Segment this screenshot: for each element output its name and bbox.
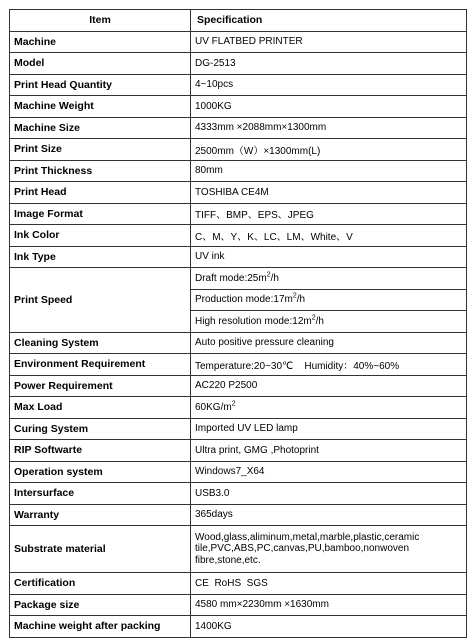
row-value: UV ink — [191, 246, 467, 268]
table-row — [10, 461, 467, 483]
max-load-text: 60KG/m — [195, 401, 232, 413]
row-label: Cleaning System — [10, 332, 191, 354]
table-row — [10, 246, 467, 268]
row-value: Windows7_X64 — [191, 461, 467, 483]
table-row — [10, 96, 467, 118]
row-label: Intersurface — [10, 483, 191, 505]
high-text: High resolution mode:12m — [195, 315, 312, 327]
row-value: 4~10pcs — [191, 74, 467, 96]
row-value: UV FLATBED PRINTER — [191, 31, 467, 53]
table-row — [10, 504, 467, 526]
row-label: Max Load — [10, 397, 191, 419]
row-value: 2500mm（W）×1300mm(L) — [191, 139, 467, 161]
row-label: Environment Requirement — [10, 354, 191, 376]
draft-sup: 2 — [266, 271, 271, 279]
row-label: Machine Weight — [10, 96, 191, 118]
table-row — [10, 397, 467, 419]
row-label: Warranty — [10, 504, 191, 526]
header-item: Item — [10, 10, 191, 32]
table-row — [10, 418, 467, 440]
row-label: Ink Type — [10, 246, 191, 268]
row-label: Machine Size — [10, 117, 191, 139]
draft-tail: /h — [270, 272, 279, 284]
print-speed-production — [191, 289, 467, 311]
print-speed-high — [191, 311, 467, 333]
production-tail: /h — [296, 294, 306, 306]
table-row — [10, 31, 467, 53]
high-tail: /h — [315, 315, 324, 327]
row-label: Machine — [10, 31, 191, 53]
row-value: USB3.0 — [191, 483, 467, 505]
row-label: Substrate material — [10, 526, 191, 573]
row-value: Imported UV LED lamp — [191, 418, 467, 440]
table-row — [10, 53, 467, 75]
row-label: Image Format — [10, 203, 191, 225]
row-label: Power Requirement — [10, 375, 191, 397]
table-row — [10, 117, 467, 139]
max-load-sup: 2 — [231, 400, 236, 408]
row-label: Operation system — [10, 461, 191, 483]
production-sup: 2 — [292, 292, 297, 300]
table-row — [10, 573, 467, 595]
row-value: 4333mm ×2088mm×1300mm — [191, 117, 467, 139]
table-row — [10, 182, 467, 204]
row-value: 1000KG — [191, 96, 467, 118]
table-row — [10, 440, 467, 462]
row-value: C、M、Y、K、LC、LM、White、V — [191, 225, 467, 247]
row-label: Print Size — [10, 139, 191, 161]
print-speed-draft — [191, 268, 467, 290]
row-value: DG-2513 — [191, 53, 467, 75]
row-value: 4580 mm×2230mm ×1630mm — [191, 594, 467, 616]
row-value: Auto positive pressure cleaning — [191, 332, 467, 354]
row-label: Print Head — [10, 182, 191, 204]
row-label: Package size — [10, 594, 191, 616]
row-value: Ultra print, GMG ,Photoprint — [191, 440, 467, 462]
draft-text: Draft mode:25m — [195, 272, 267, 284]
header-row — [10, 10, 467, 32]
row-label: Print Head Quantity — [10, 74, 191, 96]
table-row — [10, 526, 467, 573]
production-text: Production mode:17m — [195, 294, 293, 306]
table-row — [10, 74, 467, 96]
row-label: Curing System — [10, 418, 191, 440]
row-value: TOSHIBA CE4M — [191, 182, 467, 204]
table-row — [10, 594, 467, 616]
row-value — [191, 397, 467, 419]
table-row — [10, 354, 467, 376]
row-value: 1400KG — [191, 616, 467, 638]
row-value: Wood,glass,aliminum,metal,marble,plastic,ceramic tile,PVC,ABS,PC,canvas,PU,bamboo,nonwoven fibre,stone,etc. — [191, 526, 467, 573]
specification-table — [9, 9, 467, 638]
table-row — [10, 225, 467, 247]
row-label: RIP Softwarte — [10, 440, 191, 462]
row-label: Print Speed — [10, 268, 191, 333]
table-row — [10, 139, 467, 161]
row-label: Print Thickness — [10, 160, 191, 182]
row-value: CE RoHS SGS — [191, 573, 467, 595]
table-row — [10, 483, 467, 505]
row-label: Model — [10, 53, 191, 75]
row-value: 80mm — [191, 160, 467, 182]
row-label: Machine weight after packing — [10, 616, 191, 638]
header-specification: Specification — [191, 10, 467, 32]
table-row — [10, 268, 467, 290]
row-value: Temperature:20~30℃ Humidity：40%~60% — [191, 354, 467, 376]
table-row — [10, 160, 467, 182]
table-row — [10, 203, 467, 225]
table-row — [10, 616, 467, 638]
row-value: AC220 P2500 — [191, 375, 467, 397]
row-value: TIFF、BMP、EPS、JPEG — [191, 203, 467, 225]
row-label: Ink Color — [10, 225, 191, 247]
table-row — [10, 375, 467, 397]
row-label: Certification — [10, 573, 191, 595]
high-sup: 2 — [311, 314, 316, 322]
row-value: 365days — [191, 504, 467, 526]
table-row — [10, 332, 467, 354]
